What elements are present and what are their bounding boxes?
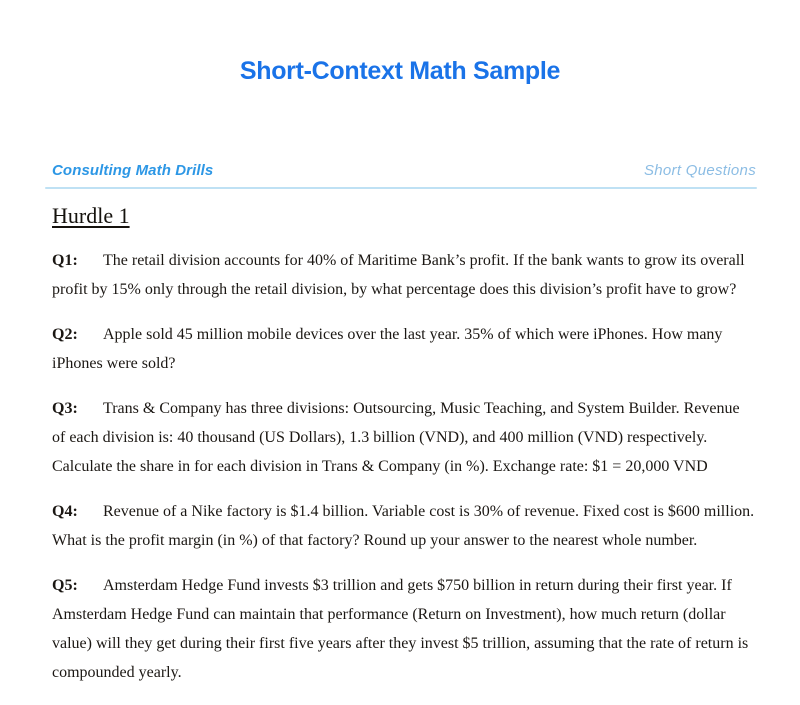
question-text: Revenue of a Nike factory is $1.4 billion. Variable cost is 30% of revenue. Fixed cost is $600 million. What is the profit margin (in %) of that factory? Round up your answer to the nearest whole number.	[52, 503, 755, 549]
question-text: The retail division accounts for 40% of Maritime Bank’s profit. If the bank wants to grow its overall profit by 15% only through the retail division, by what percentage does this division’s profit have to grow?	[52, 252, 745, 298]
question-item	[52, 571, 755, 687]
running-header	[52, 162, 756, 179]
question-label: Q1:	[52, 252, 78, 269]
header-divider	[45, 187, 757, 189]
running-header-right: Short Questions	[643, 162, 756, 179]
question-item	[52, 246, 755, 304]
running-header-left: Consulting Math Drills	[52, 162, 214, 179]
question-label: Q4:	[52, 503, 78, 520]
question-text: Amsterdam Hedge Fund invests $3 trillion and gets $750 billion in return during their first year. If Amsterdam Hedge Fund can maintain that performance (Return on Investment), how much return (dollar value) will they get during their first five years after they invest $5 trillion, assuming that the rate of return is compounded yearly.	[52, 577, 749, 681]
question-label: Q5:	[52, 577, 78, 594]
section-heading: Hurdle 1	[52, 203, 130, 228]
question-item	[52, 394, 755, 481]
question-list	[52, 246, 755, 687]
question-text: Trans & Company has three divisions: Outsourcing, Music Teaching, and System Builder. Revenue of each division is: 40 thousand (US Dollars), 1.3 billion (VND), and 400 million (VND) respectively. Calculate the share in for each division in Trans & Company (in %). Exchange rate: $1 = 20,000 VND	[52, 400, 740, 475]
question-item	[52, 320, 755, 378]
question-text: Apple sold 45 million mobile devices over the last year. 35% of which were iPhones. How many iPhones were sold?	[52, 326, 723, 372]
question-label: Q2:	[52, 326, 78, 343]
question-label: Q3:	[52, 400, 78, 417]
question-item	[52, 497, 755, 555]
page-title: Short-Context Math Sample	[239, 57, 561, 85]
